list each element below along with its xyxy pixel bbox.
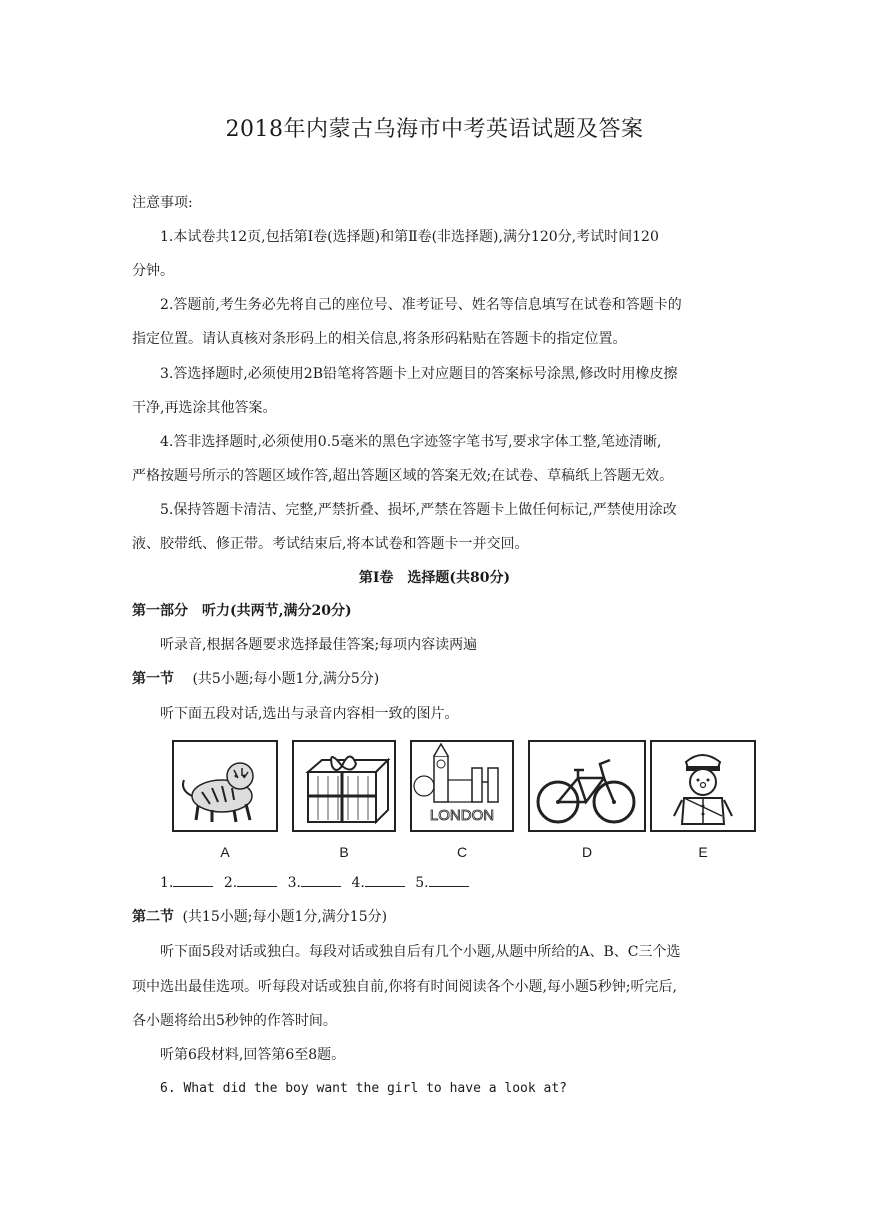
subsection1-heading: 第一节: [132, 671, 174, 687]
picture-label-a: A: [220, 844, 230, 860]
subsection2-note: (共15小题;每小题1分,满分15分): [182, 909, 388, 925]
london-caption: LONDON: [429, 807, 495, 824]
part-title: 第Ⅰ卷 选择题(共80分): [358, 570, 511, 586]
bicycle-icon: [528, 740, 646, 832]
answer-blank-2[interactable]: 2.: [224, 874, 277, 891]
subsection1-note: (共5小题;每小题1分,满分5分): [192, 671, 380, 687]
notice-item-2-line2: 指定位置。请认真核对条形码上的相关信息,将条形码粘贴在答题卡的指定位置。: [132, 331, 627, 347]
section1-heading: 第一部分 听力(共两节,满分20分): [132, 603, 352, 619]
picture-option-a: [172, 740, 278, 860]
gift-icon: [292, 740, 396, 832]
notice-item-5-line1: 5.保持答题卡清洁、完整,严禁折叠、损坏,严禁在答题卡上做任何标记,严禁使用涂改: [160, 502, 677, 518]
picture-label-d: D: [581, 844, 593, 860]
answer-blank-4[interactable]: 4.: [351, 874, 404, 891]
subsection2-heading: 第二节: [132, 909, 174, 925]
notice-heading: 注意事项:: [132, 195, 193, 211]
notice-item-4-line1: 4.答非选择题时,必须使用0.5毫米的黑色字迹签字笔书写,要求字体工整,笔迹清晰,: [160, 434, 662, 450]
picture-label-b: B: [339, 844, 349, 860]
tiger-icon: [172, 740, 278, 832]
picture-options: [160, 730, 770, 870]
material-instruction: 听第6段材料,回答第6至8题。: [160, 1047, 346, 1063]
london-icon: [410, 740, 514, 832]
answer-blank-5[interactable]: 5.: [415, 874, 468, 891]
subsection1-instruction: 听下面五段对话,选出与录音内容相一致的图片。: [160, 706, 459, 722]
answer-blanks: [160, 874, 475, 891]
picture-label-c: C: [456, 844, 468, 860]
picture-option-b: [292, 740, 396, 860]
notice-item-5-line2: 液、胶带纸、修正带。考试结束后,将本试卷和答题卡一并交回。: [132, 536, 529, 552]
question-6: 6. What did the boy want the girl to have a look at?: [160, 1081, 567, 1096]
subsection2-heading-row: [132, 907, 752, 927]
picture-option-d: [528, 740, 646, 860]
notice-item-1-line1: 1.本试卷共12页,包括第Ⅰ卷(选择题)和第Ⅱ卷(非选择题),满分120分,考试时间120: [160, 229, 659, 245]
picture-option-e: [650, 740, 756, 860]
subsection2-para-line3: 各小题将给出5秒钟的作答时间。: [132, 1013, 337, 1029]
notice-item-4-line2: 严格按题号所示的答题区域作答,超出答题区域的答案无效;在试卷、草稿纸上答题无效。: [132, 468, 674, 484]
section1-instruction: 听录音,根据各题要求选择最佳答案;每项内容读两遍: [160, 637, 478, 653]
answer-blank-1[interactable]: 1.: [160, 874, 213, 891]
subsection2-para-line2: 项中选出最佳选项。听每段对话或独自前,你将有时间阅读各个小题,每小题5秒钟;听完后,: [132, 979, 677, 995]
picture-option-c: [410, 740, 514, 860]
notice-item-1-line2: 分钟。: [132, 263, 174, 279]
document-title: 2018年内蒙古乌海市中考英语试题及答案: [225, 117, 644, 142]
policeman-icon: [650, 740, 756, 832]
notice-item-3-line1: 3.答选择题时,必须使用2B铅笔将答题卡上对应题目的答案标号涂黑,修改时用橡皮擦: [160, 366, 678, 382]
picture-label-e: E: [698, 844, 708, 860]
notice-item-2-line1: 2.答题前,考生务必先将自己的座位号、准考证号、姓名等信息填写在试卷和答题卡的: [160, 297, 682, 313]
notice-item-3-line2: 干净,再选涂其他答案。: [132, 400, 277, 416]
answer-blank-3[interactable]: 3.: [288, 874, 341, 891]
subsection1-heading-row: [132, 669, 752, 689]
subsection2-para-line1: 听下面5段对话或独白。每段对话或独自后有几个小题,从题中所给的A、B、C三个选: [160, 944, 681, 960]
